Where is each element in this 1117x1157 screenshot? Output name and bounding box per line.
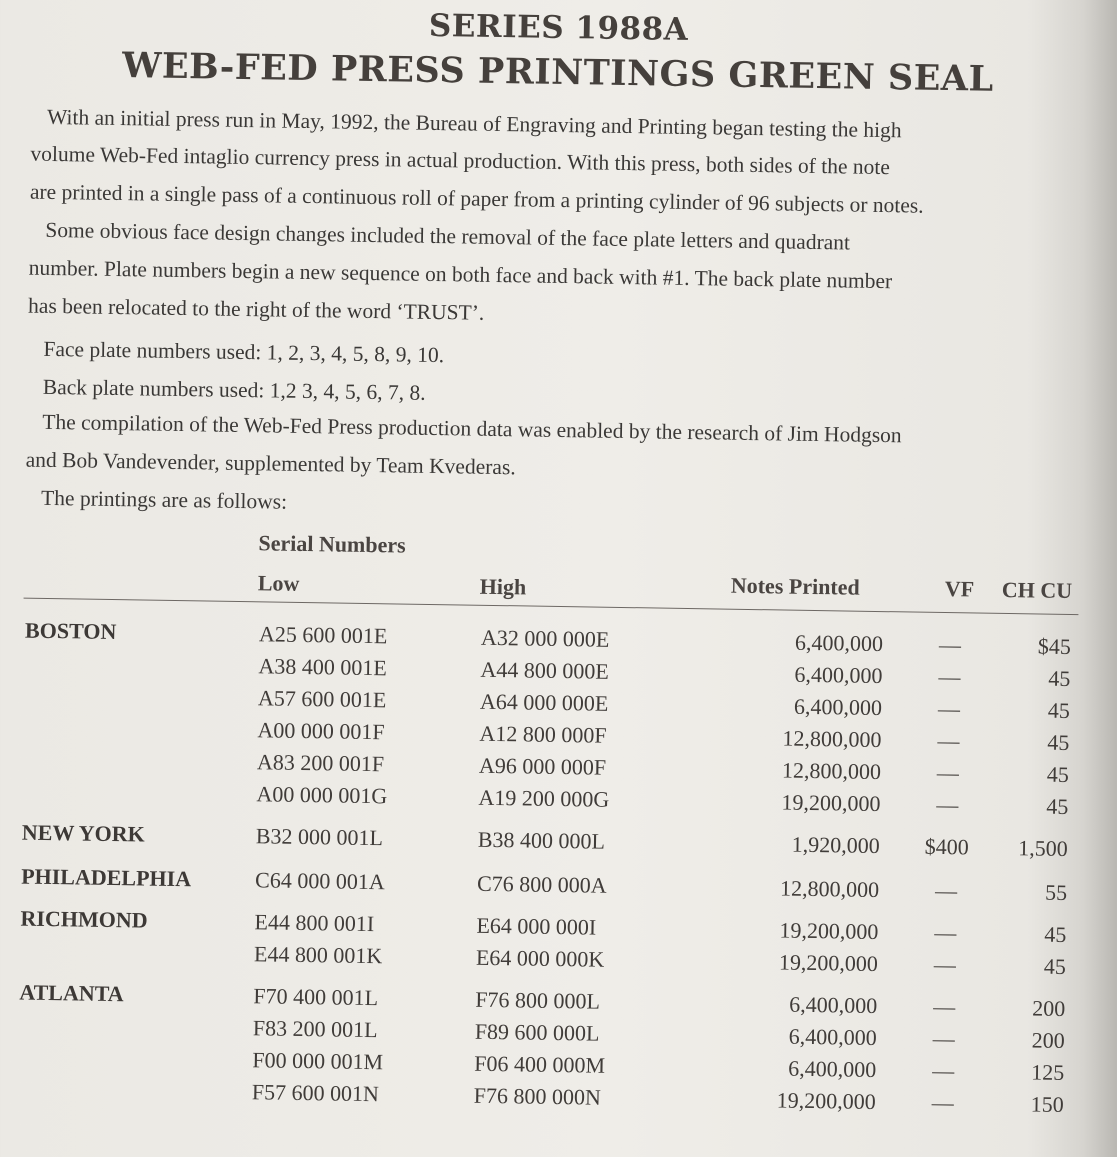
notes-printed: 19,200,000	[779, 917, 879, 945]
vf-price: —	[933, 951, 957, 978]
district-label: RICHMOND	[20, 905, 148, 933]
notes-printed: 1,920,000	[791, 831, 880, 859]
serial-high: F06 400 000M	[474, 1050, 606, 1078]
vf-price: —	[936, 791, 959, 818]
vf-price: —	[934, 877, 958, 904]
paragraph-line: and Bob Vandevender, supplemented by Team Kvederas.	[25, 447, 516, 480]
paragraph-line: The printings are as follows:	[40, 485, 288, 514]
notes-printed: 19,200,000	[776, 1087, 876, 1115]
column-header-ch-cu: CH CU	[1001, 576, 1073, 604]
serial-low: C64 000 001A	[254, 867, 385, 895]
vf-price: —	[937, 695, 961, 722]
serial-numbers-header: Serial Numbers	[258, 530, 406, 558]
paragraph-line: With an initial press run in May, 1992, the Bureau of Engraving and Printing began testing the high	[46, 104, 902, 143]
ch-cu-price: 45	[1043, 953, 1067, 979]
serial-high: E64 000 000I	[476, 912, 597, 940]
notes-printed: 19,200,000	[778, 949, 879, 977]
ch-cu-price: 150	[1030, 1091, 1064, 1117]
ch-cu-price: 125	[1031, 1059, 1065, 1085]
ch-cu-price: 45	[1047, 697, 1071, 724]
ch-cu-price: 200	[1031, 1027, 1065, 1053]
vf-price: —	[934, 919, 957, 946]
column-header-low: Low	[257, 570, 300, 596]
serial-low: A00 000 001G	[256, 781, 388, 809]
notes-printed: 19,200,000	[781, 789, 881, 817]
serial-high: A64 000 000E	[479, 688, 609, 716]
page-title: SERIES 1988A	[428, 7, 689, 48]
notes-printed: 6,400,000	[794, 661, 883, 689]
table-header-rule	[24, 598, 1079, 616]
ch-cu-price: 45	[1046, 793, 1069, 820]
serial-high: A44 800 000E	[480, 656, 610, 684]
vf-price: —	[932, 1025, 955, 1052]
serial-low: A57 600 001E	[257, 685, 387, 713]
serial-low: A38 400 001E	[258, 653, 388, 681]
notes-printed: 12,800,000	[782, 725, 882, 753]
serial-high: A19 200 000G	[478, 784, 610, 812]
serial-high: F76 800 000N	[473, 1082, 602, 1110]
ch-cu-price: 1,500	[1018, 835, 1068, 862]
ch-cu-price: 45	[1048, 665, 1071, 692]
paragraph-line: Face plate numbers used: 1, 2, 3, 4, 5, 8, 9, 10.	[43, 336, 445, 368]
district-label: BOSTON	[24, 617, 117, 645]
page-subtitle: WEB-FED PRESS PRINTINGS GREEN SEAL	[121, 45, 994, 100]
serial-low: A00 000 001F	[257, 717, 385, 745]
ch-cu-price: 200	[1032, 995, 1066, 1021]
district-label: NEW YORK	[21, 819, 145, 847]
serial-low: F00 000 001M	[252, 1047, 384, 1075]
serial-low: F70 400 001L	[253, 983, 379, 1011]
ch-cu-price: 45	[1046, 761, 1070, 788]
serial-low: A83 200 001F	[256, 749, 385, 777]
vf-price: —	[933, 993, 956, 1020]
serial-low: F57 600 001N	[251, 1079, 380, 1107]
serial-high: A96 000 000F	[478, 752, 607, 780]
serial-low: E44 800 001K	[253, 941, 383, 969]
district-label: PHILADELPHIA	[20, 863, 192, 892]
paragraph-line: volume Web-Fed intaglio currency press in actual production. With this press, both sides of the note	[30, 141, 891, 180]
vf-price: —	[938, 663, 961, 690]
notes-printed: 12,800,000	[781, 757, 882, 785]
serial-high: F76 800 000L	[475, 986, 601, 1014]
serial-low: B32 000 001L	[255, 823, 384, 851]
paragraph-line: has been relocated to the right of the word ‘TRUST’.	[27, 293, 485, 325]
paragraph-line: number. Plate numbers begin a new sequence on both face and back with #1. The back plate number	[28, 255, 893, 294]
ch-cu-price: 45	[1044, 921, 1067, 947]
vf-price: $400	[924, 833, 969, 860]
vf-price: —	[932, 1057, 955, 1084]
serial-low: A25 600 001E	[258, 621, 388, 649]
serial-high: F89 600 000L	[474, 1018, 600, 1046]
notes-printed: 6,400,000	[793, 693, 883, 721]
paragraph-line: Back plate numbers used: 1,2 3, 4, 5, 6, 7, 8.	[42, 374, 426, 405]
paragraph-line: The compilation of the Web-Fed Press production data was enabled by the research of Jim Hodgson	[42, 409, 902, 448]
ch-cu-price: $45	[1037, 633, 1072, 660]
serial-high: B38 400 000L	[477, 826, 606, 854]
notes-printed: 6,400,000	[788, 1023, 877, 1051]
ch-cu-price: 55	[1044, 879, 1068, 906]
serial-high: C76 800 000A	[476, 870, 607, 898]
serial-high: A32 000 000E	[480, 624, 610, 652]
notes-printed: 12,800,000	[779, 875, 880, 903]
ch-cu-price: 45	[1047, 729, 1070, 756]
column-header-notes-printed: Notes Printed	[730, 572, 860, 600]
notes-printed: 6,400,000	[794, 629, 884, 657]
district-label: ATLANTA	[19, 979, 124, 1007]
vf-price: —	[936, 759, 960, 786]
paragraph-line: are printed in a single pass of a continuous roll of paper from a printing cylinder of 96 subjects or notes.	[29, 179, 924, 218]
notes-printed: 6,400,000	[789, 991, 878, 1019]
serial-high: A12 800 000F	[479, 720, 607, 748]
paragraph-line: Some obvious face design changes included the removal of the face plate letters and quadrant	[45, 217, 851, 255]
serial-low: F83 200 001L	[252, 1015, 378, 1043]
vf-price: —	[937, 727, 960, 754]
vf-price: —	[938, 631, 962, 658]
vf-price: —	[931, 1089, 954, 1116]
serial-high: E64 000 000K	[475, 944, 605, 972]
serial-low: E44 800 001I	[254, 909, 375, 937]
column-header-vf: VF	[944, 576, 975, 602]
notes-printed: 6,400,000	[788, 1055, 877, 1083]
column-header-high: High	[479, 573, 527, 600]
